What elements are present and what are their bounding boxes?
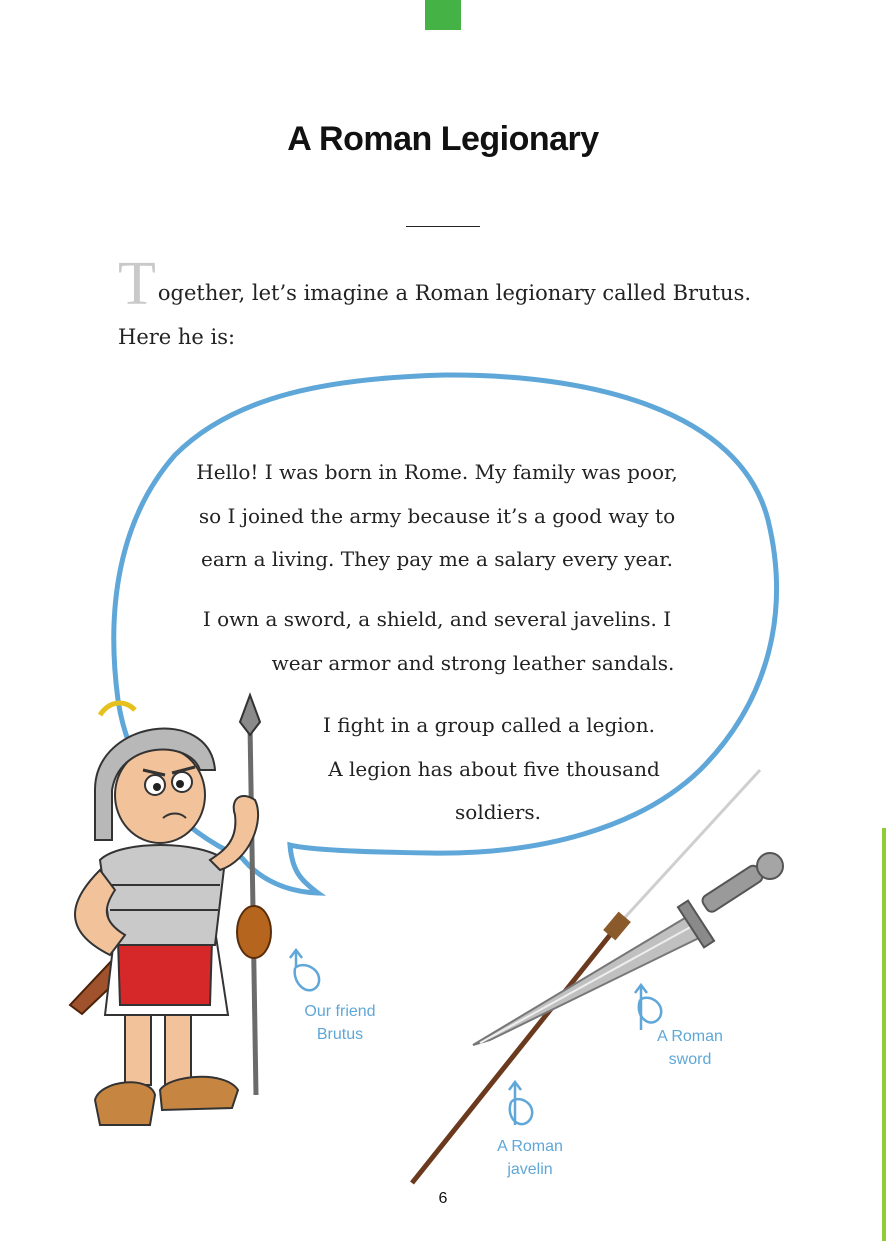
javelin-caption-line-1: A Roman xyxy=(497,1138,563,1155)
javelin-caption-arrow-icon xyxy=(509,1082,532,1125)
brutus-caption-line-1: Our friend xyxy=(304,1003,376,1020)
sword-caption-line-2: sword xyxy=(668,1051,712,1068)
page-title: A Roman Legionary xyxy=(287,120,599,158)
brutus-caption-arrow-icon xyxy=(290,950,319,990)
brutus-caption-line-2: Brutus xyxy=(316,1026,364,1043)
sword-caption-arrow-icon xyxy=(635,985,661,1030)
speech-line-6: I fight in a group called a legion. xyxy=(323,713,655,737)
javelin-caption xyxy=(480,1135,580,1181)
sword-caption-line-1: A Roman xyxy=(657,1028,723,1045)
speech-line-2: so I joined the army because it’s a good way to xyxy=(198,504,676,528)
speech-line-7: A legion has about five thousand xyxy=(328,757,660,781)
sword-caption xyxy=(640,1025,740,1071)
intro-line-2: Here he is: xyxy=(118,325,236,349)
intro-line-1: ogether, let’s imagine a Roman legionary called Brutus. xyxy=(157,281,752,305)
sword-illustration xyxy=(473,853,783,1045)
page-number: 6 xyxy=(438,1190,448,1207)
speech-line-4: I own a sword, a shield, and several javelins. I xyxy=(202,607,672,631)
javelin-caption-line-2: javelin xyxy=(507,1161,553,1178)
brutus-caption xyxy=(290,1000,390,1046)
speech-line-5: wear armor and strong leather sandals. xyxy=(271,651,675,675)
drop-cap: T xyxy=(118,250,156,318)
speech-line-3: earn a living. They pay me a salary every year. xyxy=(201,547,673,571)
speech-line-8: soldiers. xyxy=(455,800,541,824)
speech-line-1: Hello! I was born in Rome. My family was poor, xyxy=(196,460,678,484)
